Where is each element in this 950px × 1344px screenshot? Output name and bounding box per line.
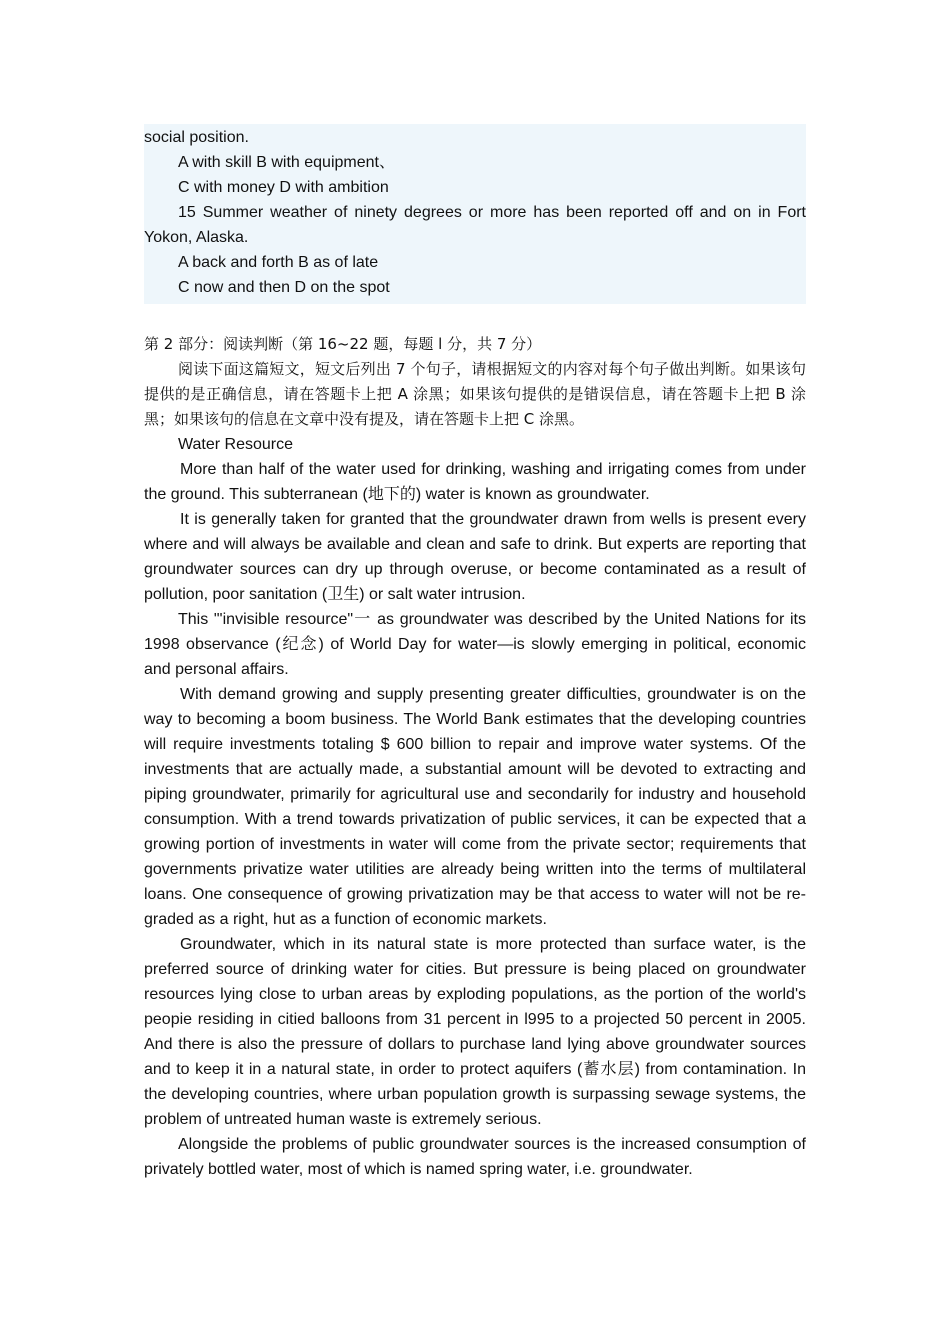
article-paragraph: This "'invisible resource"一 as groundwater was described by the United Nations for its 1998 observance (纪念) of World Day for water—is slowly emerging in political, economic and personal affairs. (144, 611, 806, 678)
document-page (144, 124, 806, 1182)
section-heading: 第 2 部分：阅读判断（第 16~22 题，每题 l 分，共 7 分） (144, 335, 542, 353)
instructions: 阅读下面这篇短文，短文后列出 7 个句子，请根据短文的内容对每个句子做出判断。如果该句提供的是正确信息，请在答题卡上把 A 涂黑；如果该句提供的是错误信息，请在答题卡上把 B 涂黑；如果该句的信息在文章中没有提及，请在答题卡上把 C 涂黑。 (144, 360, 806, 428)
article-paragraph: Alongside the problems of public groundwater sources is the increased consumption of privately bottled water, most of which is named spring water, i.e. groundwater. (144, 1136, 806, 1178)
options-cd-15: C now and then D on the spot (178, 279, 390, 296)
article-paragraph: It is generally taken for granted that the groundwater drawn from wells is present every where and will always be available and clean and safe to drink. But experts are reporting that groundwater sources can dry up through overuse, or become contaminated as a result of pollution, poor sanitation (卫生) or salt water intrusion. (144, 511, 806, 603)
options-ab: A with skill B with equipment、 (178, 154, 395, 171)
previous-questions-block (144, 124, 806, 304)
question-15: 15 Summer weather of ninety degrees or more has been reported off and on in Fort Yokon, Alaska. (144, 204, 806, 246)
article-paragraph: More than half of the water used for drinking, washing and irrigating comes from under the ground. This subterranean (地下的) water is known as groundwater. (144, 461, 806, 503)
article-paragraph: Groundwater, which in its natural state is more protected than surface water, is the preferred source of drinking water for cities. But pressure is being placed on groundwater resources lying close to urban areas by exploding populations, as the portion of the world's peopie residing in citied balloons from 31 percent in l995 to a projected 50 percent in 2005. And there is also the pressure of dollars to purchase land lying above groundwater sources and to keep it in a natural state, in order to protect aquifers (蓄水层) from contamination. In the developing countries, where urban population growth is surpassing sewage systems, the problem of untreated human waste is extremely serious. (144, 936, 806, 1128)
question-continuation: social position. (144, 129, 249, 146)
spacer (144, 304, 806, 332)
article-title: Water Resource (178, 436, 293, 453)
options-ab-15: A back and forth B as of late (178, 254, 379, 271)
options-cd: C with money D with ambition (178, 179, 389, 196)
article-paragraph: With demand growing and supply presenting greater difficulties, groundwater is on the way to becoming a boom business. The World Bank estimates that the developing countries will require investments totaling $ 600 billion to repair and improve water systems. Of the investments that are actually made, a substantial amount will be devoted to extracting and piping groundwater, primarily for agricultural use and secondarily for industry and household consumption. With a trend towards privatization of public services, it can be expected that a growing portion of investments in water will come from the private sector; requirements that governments privatize water utilities are already being written into the terms of multilateral loans. One consequence of growing privatization may be that access to water will not be re-graded as a right, hut as a function of economic markets. (144, 686, 806, 928)
